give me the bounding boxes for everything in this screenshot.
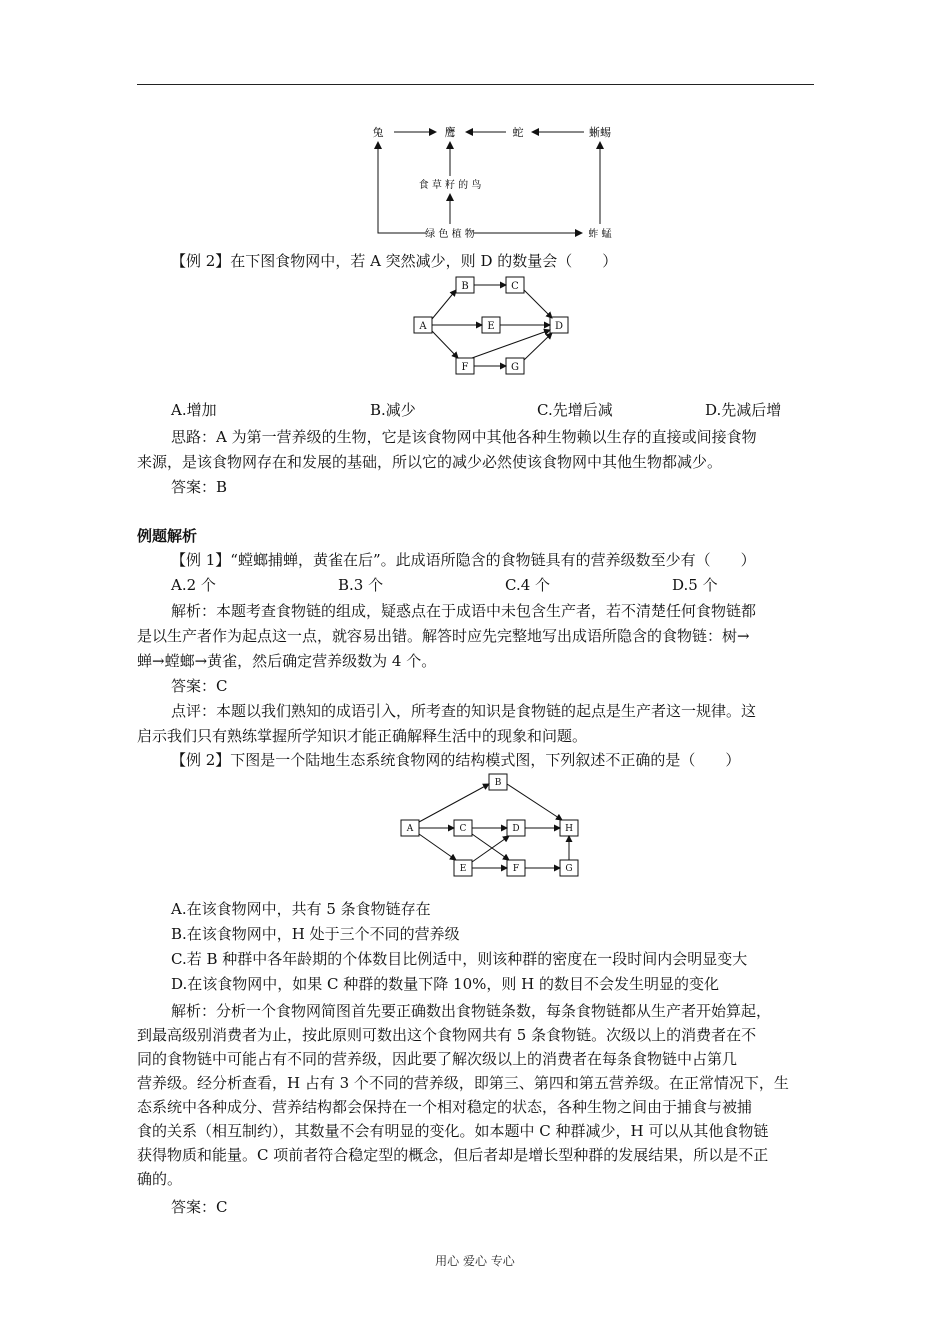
ex2-analysis-line-4: 营养级。经分析查看，H 占有 3 个不同的营养级，即第三、第四和第五营养级。在正常情况下，生	[137, 1074, 789, 1092]
node-label-E: E	[459, 864, 467, 874]
page-footer: 用心 爱心 专心	[435, 1254, 515, 1268]
node-she: 蛇	[512, 126, 524, 139]
node-label-C: C	[511, 281, 519, 292]
q1-option-c: C.先增后减	[537, 401, 613, 419]
section-title: 例题解析	[137, 527, 198, 545]
ex1-comment-line-1: 点评：本题以我们熟知的成语引入，所考查的知识是食物链的起点是生产者这一规律。这	[171, 702, 757, 720]
edge-C-F	[472, 834, 509, 860]
food-web-figure-3	[396, 770, 586, 882]
ex1-option-a: A.2 个	[171, 576, 216, 594]
ex1-option-c: C.4 个	[505, 576, 551, 594]
edge-A-E	[419, 834, 456, 860]
ex2-option-d: D.在该食物网中，如果 C 种群的数量下降 10%，则 H 的数目不会发生明显的变化	[171, 975, 720, 993]
ex1-option-b: B.3 个	[338, 576, 384, 594]
ex1-comment-line-2: 启示我们只有熟练掌握所学知识才能正确解释生活中的现象和问题。	[137, 727, 588, 745]
food-web-figure-1	[360, 118, 620, 246]
node-zhameng: 蚱 蜢	[588, 229, 612, 240]
node-label-D: D	[512, 824, 520, 834]
edge-E-D	[472, 836, 509, 862]
q1-stem: 【例 2】在下图食物网中，若 A 突然减少，则 D 的数量会（ ）	[171, 252, 618, 270]
node-label-F: F	[461, 362, 469, 373]
ex2-analysis-line-2: 到最高级别消费者为止，按此原则可数出这个食物网共有 5 条食物链。次级以上的消费者在不	[137, 1026, 757, 1044]
ex2-analysis-line-1: 解析：分析一个食物网简图首先要正确数出食物链条数，每条食物链都从生产者开始算起，	[171, 1002, 772, 1020]
node-xiyi: 蜥蜴	[589, 126, 611, 139]
q1-answer: 答案：B	[171, 478, 228, 496]
edge-B-H	[507, 784, 562, 820]
node-label-G: G	[511, 362, 519, 373]
edge-G-D	[524, 333, 552, 360]
node-ying: 鹰	[444, 126, 456, 139]
node-label-B: B	[494, 778, 502, 788]
node-tu: 兔	[372, 126, 384, 139]
node-label-A: A	[406, 824, 414, 834]
node-label-H: H	[565, 824, 573, 834]
ex2-answer: 答案：C	[171, 1198, 228, 1216]
ex2-analysis-line-3: 同的食物链中可能占有不同的营养级，因此要了解次级以上的消费者在每条食物链中占第几	[137, 1050, 738, 1068]
q1-idea-line-2: 来源，是该食物网存在和发展的基础，所以它的减少必然使该食物网中其他生物都减少。	[137, 453, 723, 471]
q1-option-b: B.减少	[370, 401, 416, 419]
ex1-analysis-line-3: 蝉→螳螂→黄雀，然后确定营养级数为 4 个。	[137, 652, 437, 670]
ex2-stem: 【例 2】下图是一个陆地生态系统食物网的结构模式图，下列叙述不正确的是（ ）	[171, 751, 741, 769]
node-zhiwu: 绿 色 植 物	[425, 229, 475, 240]
header-rule	[137, 84, 814, 85]
node-label-G: G	[565, 864, 573, 874]
edge-A-F	[432, 331, 458, 358]
edge-A-B	[419, 784, 489, 822]
node-label-F: F	[512, 864, 520, 874]
q1-idea-line-1: 思路：A 为第一营养级的生物，它是该食物网中其他各种生物赖以生存的直接或间接食物	[171, 428, 757, 446]
ex1-stem: 【例 1】“螳螂捕蝉，黄雀在后”。此成语所隐含的食物链具有的营养级数至少有（ ）	[171, 551, 756, 569]
edge-A-B	[432, 290, 456, 319]
q1-option-d: D.先减后增	[705, 401, 782, 419]
node-label-C: C	[459, 824, 467, 834]
ex2-analysis-line-5: 态系统中各种成分、营养结构都会保持在一个相对稳定的状态，各种生物之间由于捕食与被捕	[137, 1098, 753, 1116]
ex2-analysis-line-7: 获得物质和能量。C 项前者符合稳定型的概念，但后者却是增长型种群的发展结果，所以是不正	[137, 1146, 769, 1164]
edge-F-D	[472, 330, 550, 358]
food-web-figure-2	[410, 272, 575, 384]
ex2-option-a: A.在该食物网中，共有 5 条食物链存在	[171, 900, 431, 918]
ex1-analysis-line-1: 解析：本题考查食物链的组成，疑惑点在于成语中未包含生产者，若不清楚任何食物链都	[171, 602, 757, 620]
ex1-answer: 答案：C	[171, 677, 228, 695]
node-label-B: B	[461, 281, 469, 292]
node-label-A: A	[419, 321, 427, 332]
node-label-E: E	[487, 321, 495, 332]
ex2-analysis-line-6: 食的关系（相互制约），其数量不会有明显的变化。如本题中 C 种群减少，H 可以从其他食物链	[137, 1122, 769, 1140]
node-niao: 食 草 籽 的 鸟	[418, 180, 482, 191]
ex2-option-c: C.若 B 种群中各年龄期的个体数目比例适中，则该种群的密度在一段时间内会明显变大	[171, 950, 748, 968]
ex2-analysis-line-8: 确的。	[137, 1170, 183, 1188]
ex1-analysis-line-2: 是以生产者作为起点这一点，就容易出错。解答时应先完整地写出成语所隐含的食物链：树→	[137, 627, 750, 645]
ex1-option-d: D.5 个	[672, 576, 718, 594]
edge-C-D	[524, 290, 552, 318]
node-label-D: D	[554, 321, 564, 332]
q1-option-a: A.增加	[171, 401, 217, 419]
ex2-option-b: B.在该食物网中，H 处于三个不同的营养级	[171, 925, 460, 943]
